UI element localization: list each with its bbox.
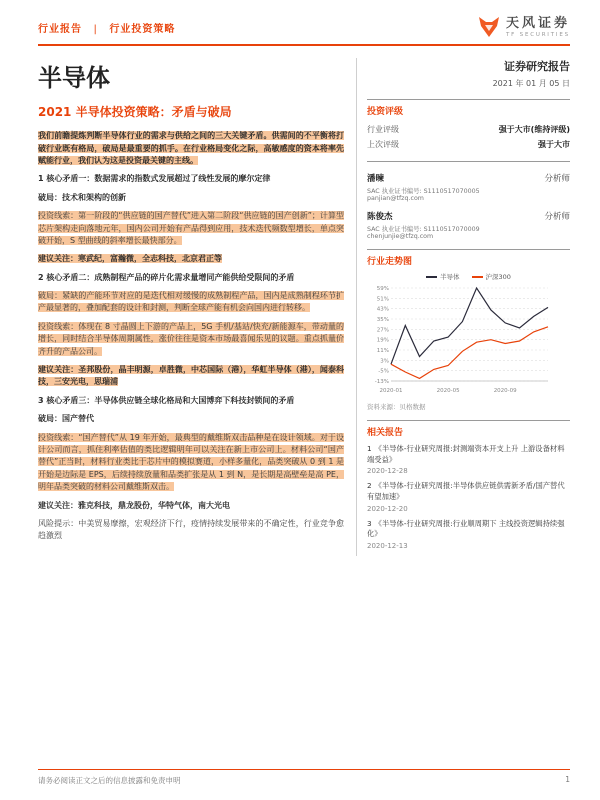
solution-1-line bbox=[38, 192, 344, 204]
paragraph-text: 建议关注：雅克科技，鼎龙股份，华特气体，南大光电 bbox=[38, 500, 230, 510]
trend-chart bbox=[367, 283, 551, 395]
paragraph-text: 3 核心矛盾三：半导体供应链全球化格局和大国博弈下科技封锁间的矛盾 bbox=[38, 395, 295, 405]
legend-entry-hs300 bbox=[472, 272, 511, 281]
svg-text:-13%: -13% bbox=[374, 379, 389, 386]
authors-section bbox=[367, 161, 570, 240]
related-report-date: 2020-12-20 bbox=[367, 504, 408, 513]
rating-row bbox=[367, 137, 570, 152]
author-role: 分析师 bbox=[544, 174, 570, 185]
rating-label: 行业评级 bbox=[367, 125, 399, 135]
author-header bbox=[367, 172, 570, 184]
svg-text:-5%: -5% bbox=[378, 368, 389, 375]
sidebar bbox=[356, 58, 570, 555]
page-number: 1 bbox=[565, 775, 570, 784]
contradiction-1-heading bbox=[38, 173, 344, 185]
breadcrumb-divider: | bbox=[93, 23, 98, 35]
author-header bbox=[367, 210, 570, 222]
chart-area bbox=[367, 283, 570, 399]
related-report-index: 2 bbox=[367, 481, 372, 491]
header-rule bbox=[38, 44, 570, 46]
related-report-title: 《半导体-行业研究周报:行业顺周期下 主线投资逻辑持续强化》 bbox=[367, 518, 565, 539]
rating-label: 上次评级 bbox=[367, 140, 399, 150]
header bbox=[38, 16, 570, 38]
contradiction-3-heading bbox=[38, 395, 344, 407]
paragraph-text: 建议关注：圣邦股份，晶丰明源，卓胜微，中芯国际（港），华虹半导体（港），闻泰科技，三安光电，思瑞浦 bbox=[38, 365, 344, 387]
related-reports-section bbox=[367, 420, 570, 549]
related-report-item[interactable] bbox=[367, 444, 570, 475]
page-title: 半导体 bbox=[38, 64, 110, 93]
rating-section-title: 投资评级 bbox=[367, 107, 404, 118]
paragraph-text: 风险提示：中美贸易摩擦，宏观经济下行，疫情持续发展带来的不确定性，行业竞争愈趋激烈 bbox=[38, 518, 344, 541]
watchlist-1-line bbox=[38, 253, 344, 265]
svg-text:35%: 35% bbox=[376, 317, 389, 324]
paragraph-text: 破局：紧缺的产能环节对应的是迭代相对缓慢的成熟制程产品，国内是成熟制程环节扩产最显著的，叠加配套的设计和封测，判断全球产能有机会向国内进行转移。 bbox=[38, 291, 344, 313]
report-subtitle: 2021 半导体投资策略：矛盾与破局 bbox=[38, 105, 232, 120]
legend-label: 沪深300 bbox=[485, 273, 511, 282]
author-email[interactable]: chenjunjie@tfzq.com bbox=[367, 233, 434, 241]
related-report-date: 2020-12-13 bbox=[367, 541, 408, 550]
paragraph-text: 破局：技术和架构的创新 bbox=[38, 192, 126, 202]
footer bbox=[38, 769, 570, 786]
paragraph-text: 投资线索：第一阶段的“供应链的国产替代”进入第二阶段“供应链的国产创新”；计算型芯片架构走向落地元年，国内公司开始有产品得到应用，技术迭代频数型增长，单点突破开始，S 型曲线的斜率增长最快部分。 bbox=[38, 211, 344, 245]
chart-legend bbox=[367, 272, 570, 281]
legend-swatch-semiconductor-icon bbox=[426, 276, 437, 278]
related-report-item[interactable] bbox=[367, 481, 570, 512]
legend-label: 半导体 bbox=[440, 273, 460, 282]
report-date: 2021 年 01 月 05 日 bbox=[492, 79, 570, 89]
author-role: 分析师 bbox=[544, 212, 570, 223]
paragraph-text: 投资线索：体现在 8 寸晶圆上下游的产品上，5G 手机/基站/快充/新能源车，带动量的增长，同时结合半导体周期属性，涨价往往是资本市场最喜闻乐见的议题。重点抓量价齐升的产品公司。 bbox=[38, 321, 344, 356]
legend-entry-semiconductor bbox=[426, 272, 460, 281]
content bbox=[38, 58, 570, 555]
investment-clue-1-paragraph bbox=[38, 210, 344, 247]
main-column bbox=[38, 58, 356, 555]
paragraph-text: 投资线索：“国产替代”从 19 年开始，最典型的戴维斯双击品种是在设计领域。对于设计公司而言，抓住利率估值的类比逻辑明年可以关注在新上市公司上。材料公司“国产替代”正当时，材料行业类比于芯片中的模拟赛道，小样多量化，品类突破从 0 到 1 是开始是边际是 EPS，后续持续放量和品类扩张是从 1 到 N，是长期是高壁垒是高 PE，明年品类突破的材料公司戴维斯双击。 bbox=[38, 432, 344, 492]
svg-text:2020-01: 2020-01 bbox=[379, 388, 403, 395]
summary-paragraph bbox=[38, 130, 344, 167]
related-report-index: 3 bbox=[367, 518, 372, 528]
trend-section bbox=[367, 249, 570, 411]
svg-text:59%: 59% bbox=[376, 286, 389, 293]
paragraph-text: 我们前瞻提炼判断半导体行业的需求与供给之间的三大关键矛盾。供需间的不平衡将打破行业既有格局，破局是最重要的抓手。在行业格局变化之际，高敏感度的资本将率先赋能行业，我们认为这是投资最关键的主线。 bbox=[38, 131, 344, 165]
related-report-line bbox=[367, 444, 570, 465]
report-category: 行业报告 bbox=[38, 23, 82, 35]
solution-3-line bbox=[38, 413, 344, 425]
related-report-date: 2020-12-28 bbox=[367, 467, 408, 476]
solution-2-paragraph bbox=[38, 290, 344, 315]
related-report-title: 《半导体-行业研究周报:封测端资本开支上升 上游设备材料端受益》 bbox=[367, 444, 565, 464]
svg-text:43%: 43% bbox=[376, 306, 389, 313]
risk-warning-line bbox=[38, 518, 344, 543]
author-name: 潘暕 bbox=[367, 174, 385, 185]
legend-swatch-hs300-icon bbox=[472, 276, 483, 278]
doc-type-label: 证券研究报告 bbox=[504, 60, 570, 74]
related-report-title: 《半导体-行业研究周报:半导体供应链供需新矛盾/国产替代有望加速》 bbox=[367, 481, 565, 501]
brand-name-en: TF SECURITIES bbox=[505, 31, 570, 38]
contradiction-2-heading bbox=[38, 272, 344, 284]
svg-text:19%: 19% bbox=[376, 337, 389, 344]
rating-section bbox=[367, 99, 570, 152]
related-report-line bbox=[367, 519, 570, 540]
brand-logo bbox=[477, 16, 570, 38]
svg-text:27%: 27% bbox=[376, 327, 389, 334]
brand-text bbox=[506, 16, 570, 38]
report-subcategory: 行业投资策略 bbox=[109, 23, 176, 35]
author-cert: SAC 执业证书编号: S1110517070009 bbox=[367, 226, 480, 234]
svg-text:2020-05: 2020-05 bbox=[436, 388, 460, 395]
paragraph-text: 建议关注：寒武纪，富瀚微，全志科技，北京君正等 bbox=[38, 254, 222, 264]
svg-text:11%: 11% bbox=[376, 348, 389, 355]
investment-clue-2-paragraph bbox=[38, 321, 344, 358]
rating-value: 强于大市 bbox=[538, 140, 570, 150]
watchlist-2-line bbox=[38, 364, 344, 389]
author-block bbox=[367, 172, 570, 202]
fox-logo-icon bbox=[477, 16, 501, 38]
related-report-index: 1 bbox=[367, 444, 372, 454]
breadcrumb bbox=[38, 20, 175, 35]
svg-text:2020-09: 2020-09 bbox=[493, 388, 517, 395]
paragraph-text: 破局：国产替代 bbox=[38, 414, 94, 424]
rating-row bbox=[367, 122, 570, 137]
author-email[interactable]: panjian@tfzq.com bbox=[367, 195, 424, 203]
author-block bbox=[367, 210, 570, 240]
svg-text:51%: 51% bbox=[376, 296, 389, 303]
brand-name: 天风证券 bbox=[505, 16, 570, 31]
paragraph-text: 1 核心矛盾一：数据需求的指数式发展超过了线性发展的摩尔定律 bbox=[38, 174, 271, 184]
related-reports-title: 相关报告 bbox=[367, 428, 404, 439]
paragraph-text: 2 核心矛盾二：成熟制程产品的碎片化需求量增同产能供给受限间的矛盾 bbox=[38, 272, 295, 282]
related-report-line bbox=[367, 481, 570, 502]
watchlist-3-line bbox=[38, 500, 344, 512]
author-name: 陈俊杰 bbox=[367, 212, 393, 223]
chart-source: 资料来源：贝格数据 bbox=[367, 403, 426, 412]
author-cert: SAC 执业证书编号: S1110517070005 bbox=[367, 188, 480, 196]
footer-disclaimer: 请务必阅读正文之后的信息披露和免责申明 bbox=[38, 776, 181, 785]
related-report-item[interactable] bbox=[367, 519, 570, 550]
investment-clue-3-paragraph bbox=[38, 432, 344, 494]
rating-value: 强于大市(维持评级) bbox=[498, 125, 570, 135]
trend-section-title: 行业走势图 bbox=[367, 257, 413, 268]
svg-text:3%: 3% bbox=[380, 358, 389, 365]
